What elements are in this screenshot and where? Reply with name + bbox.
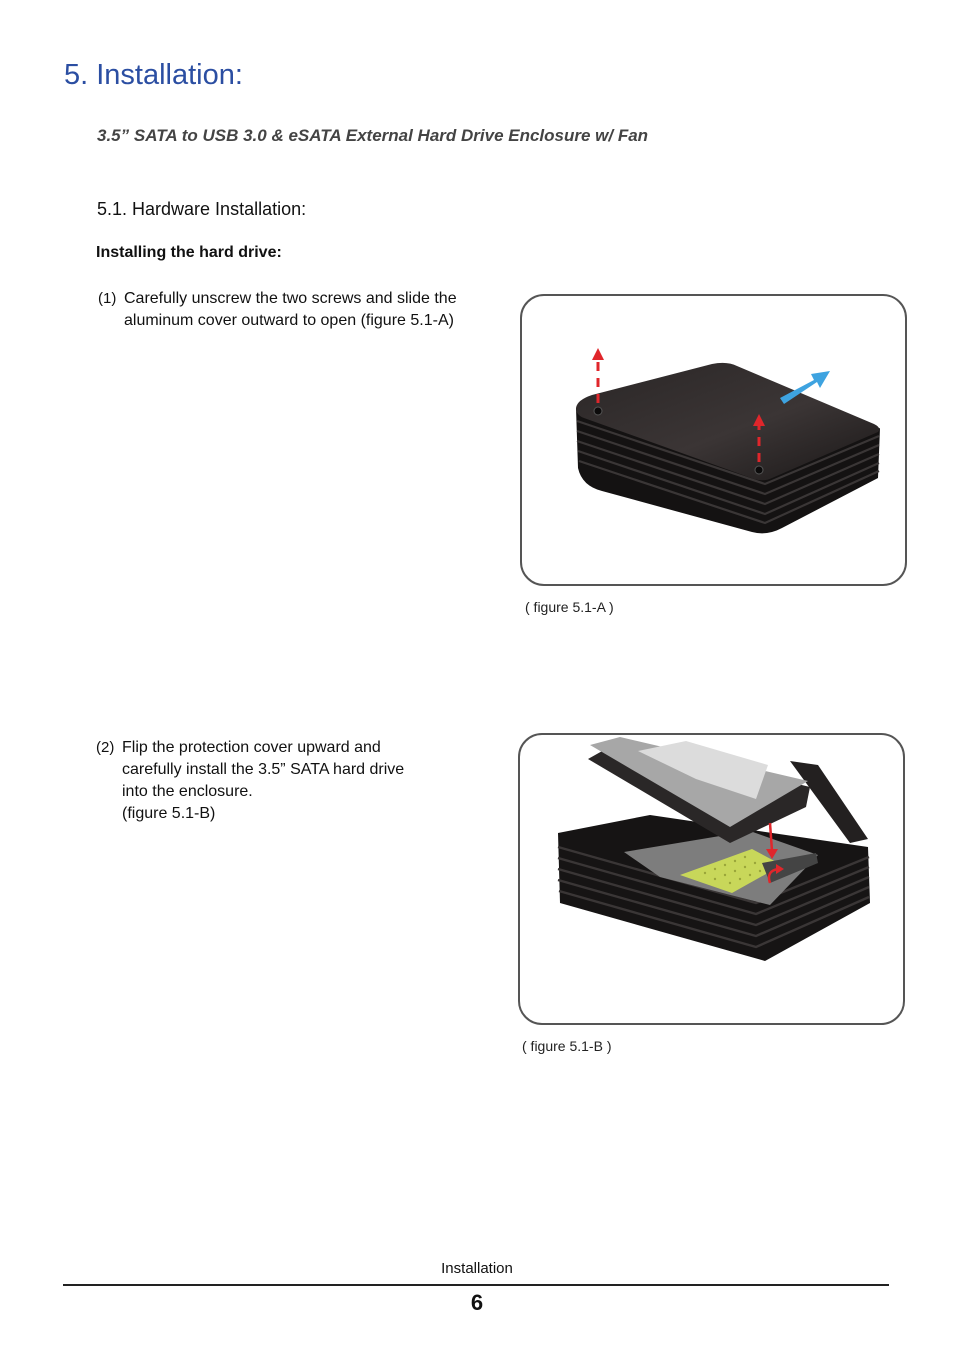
section-heading: 5.1. Hardware Installation: <box>97 199 307 219</box>
step-2-line: Flip the protection cover upward and <box>122 739 381 756</box>
subsection-heading: Installing the hard drive: <box>96 244 282 261</box>
page-title: 5. Installation: <box>64 59 243 91</box>
figure-5-1-a-caption: ( figure 5.1-A ) <box>525 599 614 615</box>
figure-5-1-b <box>518 733 905 1025</box>
step-1-number: (1) <box>98 290 117 307</box>
enclosure-open-illustration <box>520 735 903 1023</box>
page-number: 6 <box>470 1290 484 1315</box>
footer-label: Installation <box>441 1260 513 1277</box>
step-2-text <box>122 737 482 825</box>
product-subtitle: 3.5” SATA to USB 3.0 & eSATA External Hard Drive Enclosure w/ Fan <box>97 126 649 145</box>
enclosure-closed-illustration <box>522 296 905 584</box>
step-1-text: Carefully unscrew the two screws and slide the aluminum cover outward to open (figure 5.1-A) <box>124 290 457 329</box>
step-2-line: carefully install the 3.5” SATA hard drive <box>122 761 405 778</box>
step-2-number: (2) <box>96 739 115 756</box>
step-2-line: into the enclosure. <box>122 783 253 800</box>
step-1 <box>98 288 469 332</box>
step-2 <box>96 737 482 825</box>
step-2-line: (figure 5.1-B) <box>122 805 216 822</box>
figure-5-1-a <box>520 294 907 586</box>
footer-rule <box>63 1284 889 1286</box>
figure-5-1-b-caption: ( figure 5.1-B ) <box>522 1038 612 1054</box>
